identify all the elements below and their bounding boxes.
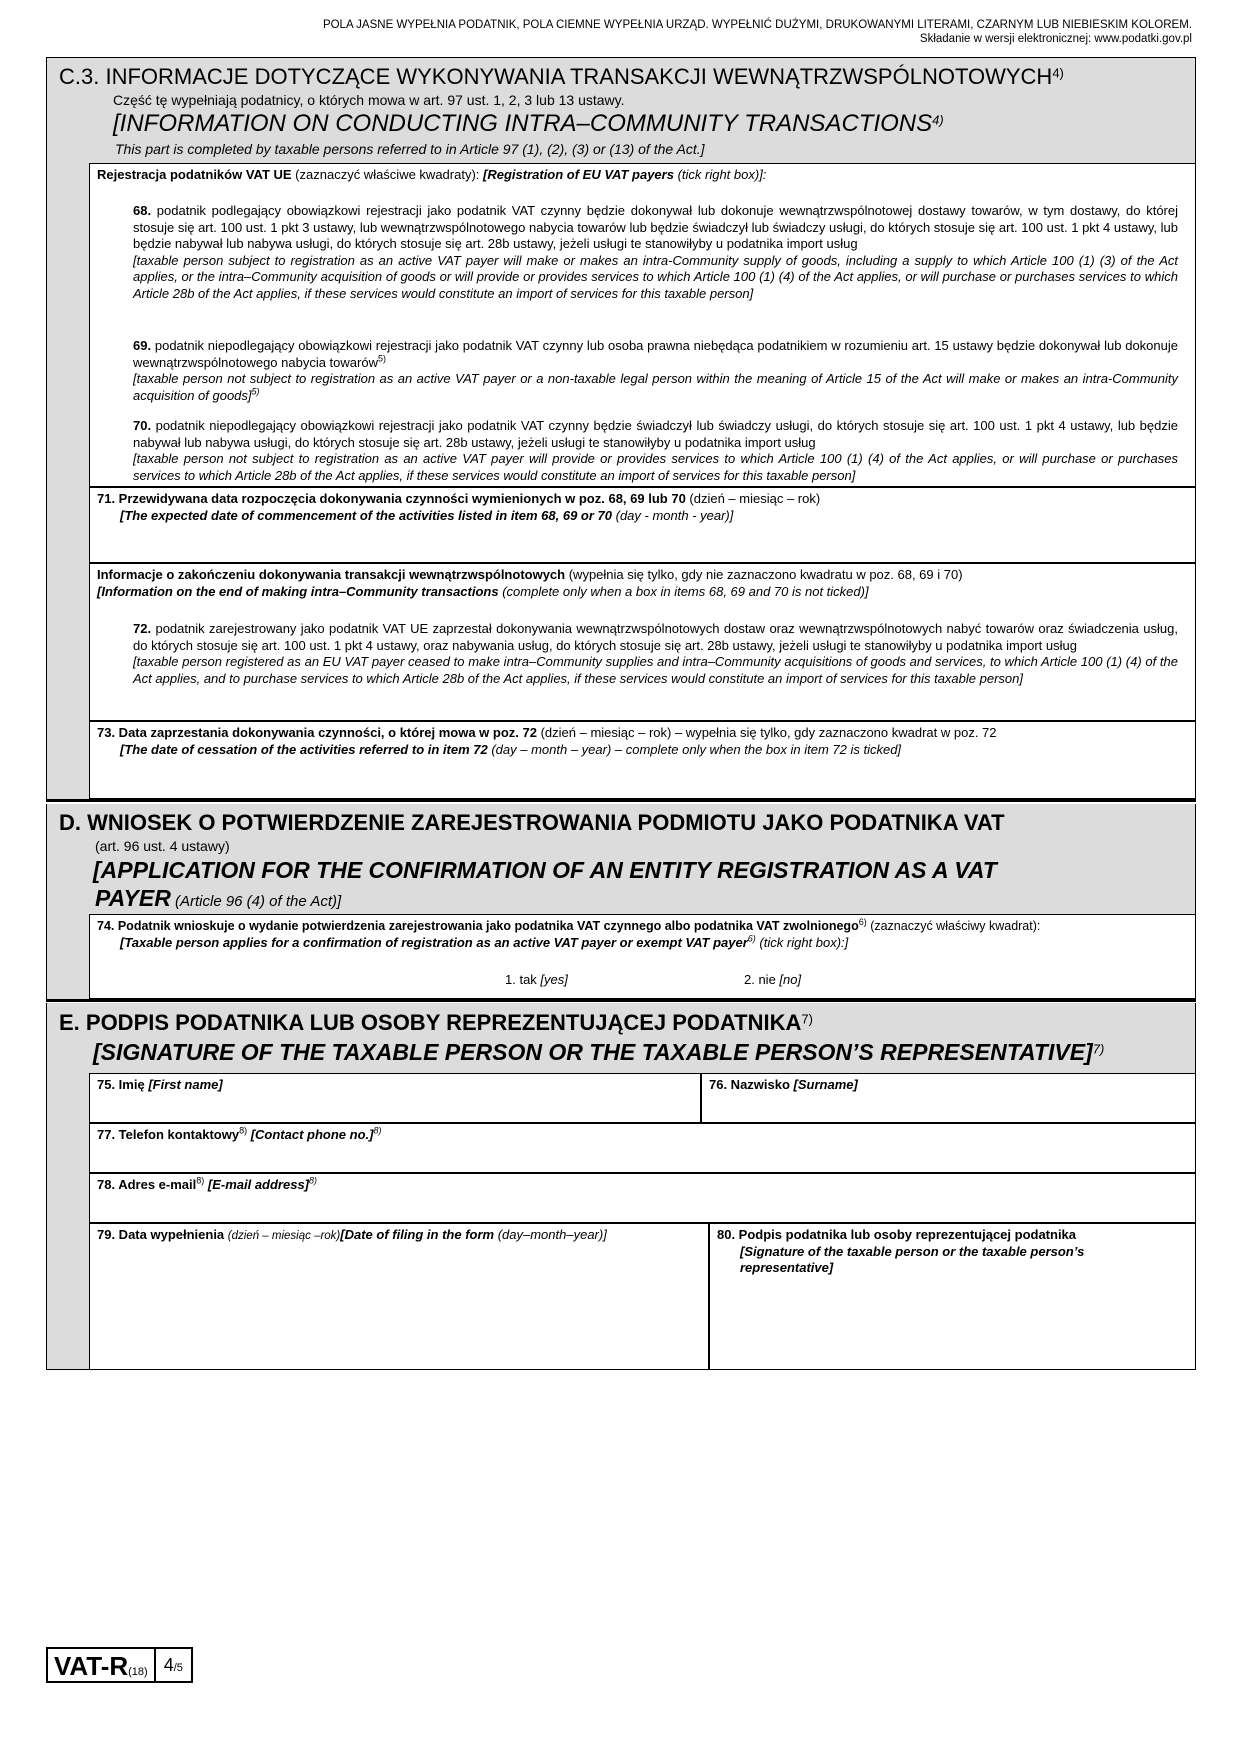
section-c3-subtitle: Część tę wypełniają podatnicy, o których mowa w art. 97 ust. 1, 2, 3 lub 13 ustawy. [113,92,625,108]
section-e-header: E. PODPIS PODATNIKA LUB OSOBY REPREZENTUJĄCEJ PODATNIKA$^{7)}$ [SIGNATURE OF THE TAXABLE PERSON OR THE TAXABLE PERSON’S REPRESENTATIVE]$^{7)}$ [46,1003,1196,1073]
eu-vat-registration-block: Rejestracja podatników VAT UE (zaznaczyć właściwe kwadraty): [Registration of EU VAT payers (tick right box)]: 68. podatnik podlegający obowiązkowi rejestracji jako podatnik VAT czynny będzie dokonywał lub dokonuje wewnątrzwspólnotowej dostawy towarów, w tym dostawy, do której stosuje się art. 100 ust. 1 pkt 3 ustawy, lub wewnątrzwspólnotowego nabycia towarów lub będzie świadczył lub świadczy usługi, do których stosuje się art. 100 ust. 1 pkt 4 ustawy, lub będzie nabywał lub nabywa usługi, do których stosuje się art. 28b ustawy, jeżeli usługi te stanowiłyby u podatnika import usług [taxable person subject to registration as an active VAT payer will make or makes an intra-Community supply of goods, including a supply to which Article 100 (1) (3) of the Act applies, or the intra–Community acquisition of goods or will provide or provides services to which Article 100 (1) (4) of the Act applies, or will purchase or purchases services to which Article 28b of the Act applies, if these services would constitute an import of services for this taxable person] 69. podatnik niepodlegający obowiązkowi rejestracji jako podatnik VAT czynny lub osoba prawna niebędąca podatnikiem w rozumieniu art. 15 ustawy będzie dokonywał lub dokonuje wewnątrzwspólnotowego nabycia towarów$^{5)}$ [taxable person not subject to registration as an active VAT payer or a non-taxable legal person within the meaning of Article 15 of the Act will make or makes an intra-Community acquisition of goods]$^{5)}$ 70. podatnik niepodlegający obowiązkowi rejestracji jako podatnik VAT czynny będzie świadczył lub świadczy usługi, do których stosuje się art. 100 ust. 1 pkt 4 ustawy, lub będzie nabywał lub nabywa usługi, do których stosuje się art. 28b ustawy, jeżeli usługi te stanowiłyby u podatnika import usług [taxable person not subject to registration as an active VAT payer will provide or provides services to which Article 100 (1) (4) of the Act applies, or will purchase or purchases services to which Article 28b of the Act applies, if these services would constitute an import of services for this taxable person] [89,163,1196,487]
field-73-cessation-date[interactable]: 73. Data zaprzestania dokonywania czynności, o której mowa w poz. 72 (dzień – miesiąc – rok) – wypełnia się tylko, gdy zaznaczono kwadrat w poz. 72 [The date of cessation of the activities referred to in item 72 (day – month – year) – complete only when the box in item 72 is ticked] [89,721,1196,799]
section-d-gutter [46,914,89,999]
instructions-line: POLA JASNE WYPEŁNIA PODATNIK, POLA CIEMNE WYPEŁNIA URZĄD. WYPEŁNIĆ DUŻYMI, DRUKOWANYMI LITERAMI, CZARNYM LUB NIEBIESKIM KOLOREM. [322,19,1192,31]
item-68: 68. podatnik podlegający obowiązkowi rejestracji jako podatnik VAT czynny będzie dokonywał lub dokonuje wewnątrzwspólnotowej dostawy towarów, w tym dostawy, do której stosuje się art. 100 ust. 1 pkt 3 ustawy, lub wewnątrzwspólnotowego nabycia towarów lub będzie świadczył lub świadczy usługi, do których stosuje się art. 100 ust. 1 pkt 4 ustawy, lub będzie nabywał lub nabywa usługi, do których stosuje się art. 28b ustawy, jeżeli usługi te stanowiłyby u podatnika import usług [taxable person subject to registration as an active VAT payer will make or makes an intra-Community supply of goods, including a supply to which Article 100 (1) (3) of the Act applies, or the intra–Community acquisition of goods or will provide or provides services to which Article 100 (1) (4) of the Act applies, or will purchase or purchases services to which Article 28b of the Act applies, if these services would constitute an import of services for this taxable person] [133,203,1178,301]
option-no[interactable]: 2. nie [no] [744,972,802,987]
field-76-surname[interactable]: 76. Nazwisko [Surname] [701,1073,1196,1123]
section-c3-title: C.3. INFORMACJE DOTYCZĄCE WYKONYWANIA TRANSAKCJI WEWNĄTRZWSPÓLNOTOWYCH [59,64,1053,89]
section-e-title: E. PODPIS PODATNIKA LUB OSOBY REPREZENTUJĄCEJ PODATNIKA [59,1010,802,1035]
form-instructions [323,18,1192,46]
e-filing-note: Składanie w wersji elektronicznej: www.podatki.gov.pl [919,33,1192,45]
section-c3-gutter [46,163,89,799]
field-80-signature[interactable]: 80. Podpis podatnika lub osoby reprezentującej podatnika [Signature of the taxable person or the taxable person’s representative] [709,1223,1196,1370]
section-c3-header: C.3. INFORMACJE DOTYCZĄCE WYKONYWANIA TRANSAKCJI WEWNĄTRZWSPÓLNOTOWYCH$^{4)}$ Część tę wypełniają podatnicy, o których mowa w art. 97 ust. 1, 2, 3 lub 13 ustawy. [INFORMATION ON CONDUCTING INTRA–COMMUNITY TRANSACTIONS$^{4)}$ This part is completed by taxable persons referred to in Article 97 (1), (2), (3) or (13) of the Act.] [46,57,1196,163]
section-c3-title-en: [INFORMATION ON CONDUCTING INTRA–COMMUNITY TRANSACTIONS [113,110,933,137]
field-77-phone[interactable]: 77. Telefon kontaktowy$^{8)}$ [Contact phone no.]$^{8)}$ [89,1123,1196,1173]
field-71-start-date[interactable]: 71. Przewidywana data rozpoczęcia dokonywania czynności wymienionych w poz. 68, 69 lub 70 (dzień – miesiąc – rok) [The expected date of commencement of the activities listed in item 68, 69 or 70 (day - month - year)] [89,487,1196,563]
item-69: 69. podatnik niepodlegający obowiązkowi rejestracji jako podatnik VAT czynny lub osoba prawna niebędąca podatnikiem w rozumieniu art. 15 ustawy będzie dokonywał lub dokonuje wewnątrzwspólnotowego nabycia towarów$^{5)}$ [taxable person not subject to registration as an active VAT payer or a non-taxable legal person within the meaning of Article 15 of the Act will make or makes an intra-Community acquisition of goods]$^{5)}$ [133,338,1178,403]
section-e-title-en: [SIGNATURE OF THE TAXABLE PERSON OR THE TAXABLE PERSON’S REPRESENTATIVE] [93,1039,1093,1065]
section-divider [46,799,1196,802]
option-yes[interactable]: 1. tak [yes] [505,972,568,987]
section-divider [46,999,1196,1002]
form-code: VAT-R(18) [48,1649,156,1681]
item-72: 72. podatnik zarejestrowany jako podatnik VAT UE zaprzestał dokonywania wewnątrzwspólnotowych dostaw oraz wewnątrzwspólnotowych nabyć towarów oraz świadczenia usług, do których stosuje się art. 100 ust. 1 pkt 4 ustawy, oraz nabywania usług, do których stosuje się art. 28b ustawy, jeżeli usługi te stanowiłyby u podatnika import usług [taxable person registered as an EU VAT payer ceased to make intra–Community supplies and intra–Community acquisitions of goods and services, to which Article 100 (1) (4) of the Act applies, and to purchase services to which Article 28b of the Act applies, if these services would constitute an import of services for this taxable person] [133,621,1178,686]
field-78-email[interactable]: 78. Adres e-mail$^{8)}$ [E-mail address]$^{8)}$ [89,1173,1196,1223]
intra-community-end-block: Informacje o zakończeniu dokonywania transakcji wewnątrzwspólnotowych (wypełnia się tylko, gdy nie zaznaczono kwadratu w poz. 68, 69 i 70) [Information on the end of making intra–Community transactions (complete only when a box in items 68, 69 and 70 is not ticked)] 72. podatnik zarejestrowany jako podatnik VAT UE zaprzestał dokonywania wewnątrzwspólnotowych dostaw oraz wewnątrzwspólnotowych nabyć towarów oraz świadczenia usług, do których stosuje się art. 100 ust. 1 pkt 4 ustawy, oraz nabywania usług, do których stosuje się art. 28b ustawy, jeżeli usługi te stanowiłyby u podatnika import usług [taxable person registered as an EU VAT payer ceased to make intra–Community supplies and intra–Community acquisitions of goods and services, to which Article 100 (1) (4) of the Act applies, and to purchase services to which Article 28b of the Act applies, if these services would constitute an import of services for this taxable person] [89,563,1196,721]
section-e-gutter [46,1073,89,1370]
field-79-filing-date[interactable]: 79. Data wypełnienia (dzień – miesiąc –rok)[Date of filing in the form (day–month–year)] [89,1223,709,1370]
section-d-title-en-1: [APPLICATION FOR THE CONFIRMATION OF AN ENTITY REGISTRATION AS A VAT [93,857,997,883]
section-c3-subtitle-en: This part is completed by taxable persons referred to in Article 97 (1), (2), (3) or (13) of the Act.] [115,141,705,157]
section-d-title-en-2: PAYER [95,885,171,911]
item-70: 70. podatnik niepodlegający obowiązkowi rejestracji jako podatnik VAT czynny będzie świadczył lub świadczy usługi, do których stosuje się art. 100 ust. 1 pkt 4 ustawy, lub będzie nabywał lub nabywa usługi, do których stosuje się art. 28b ustawy, jeżeli usługi te stanowiłyby u podatnika import usług [taxable person not subject to registration as an active VAT payer will provide or provides services to which Article 100 (1) (4) of the Act applies, or will purchase or purchases services to which Article 28b of the Act applies, if these services would constitute an import of services for this taxable person] [133,418,1178,483]
section-d-header: D. WNIOSEK O POTWIERDZENIE ZAREJESTROWANIA PODMIOTU JAKO PODATNIKA VAT (art. 96 ust. 4 ustawy) [APPLICATION FOR THE CONFIRMATION OF AN ENTITY REGISTRATION AS A VAT PAYER (Article 96 (4) of the Act)] [46,804,1196,914]
section-d-subtitle: (art. 96 ust. 4 ustawy) [95,838,230,854]
page-number: 4/5 [163,1655,183,1675]
field-75-first-name[interactable]: 75. Imię [First name] [89,1073,701,1123]
section-d-title: D. WNIOSEK O POTWIERDZENIE ZAREJESTROWANIA PODMIOTU JAKO PODATNIKA VAT [59,810,1005,835]
field-74-confirmation-request: 74. Podatnik wnioskuje o wydanie potwierdzenia zarejestrowania jako podatnika VAT czynnego albo podatnika VAT zwolnionego$^{6)}$ (zaznaczyć właściwy kwadrat): [Taxable person applies for a confirmation of registration as an active VAT payer or exempt VAT payer$^{6)}$ (tick right box):] 1. tak [yes] 2. nie [no] [89,914,1196,999]
form-footer [46,1647,193,1683]
